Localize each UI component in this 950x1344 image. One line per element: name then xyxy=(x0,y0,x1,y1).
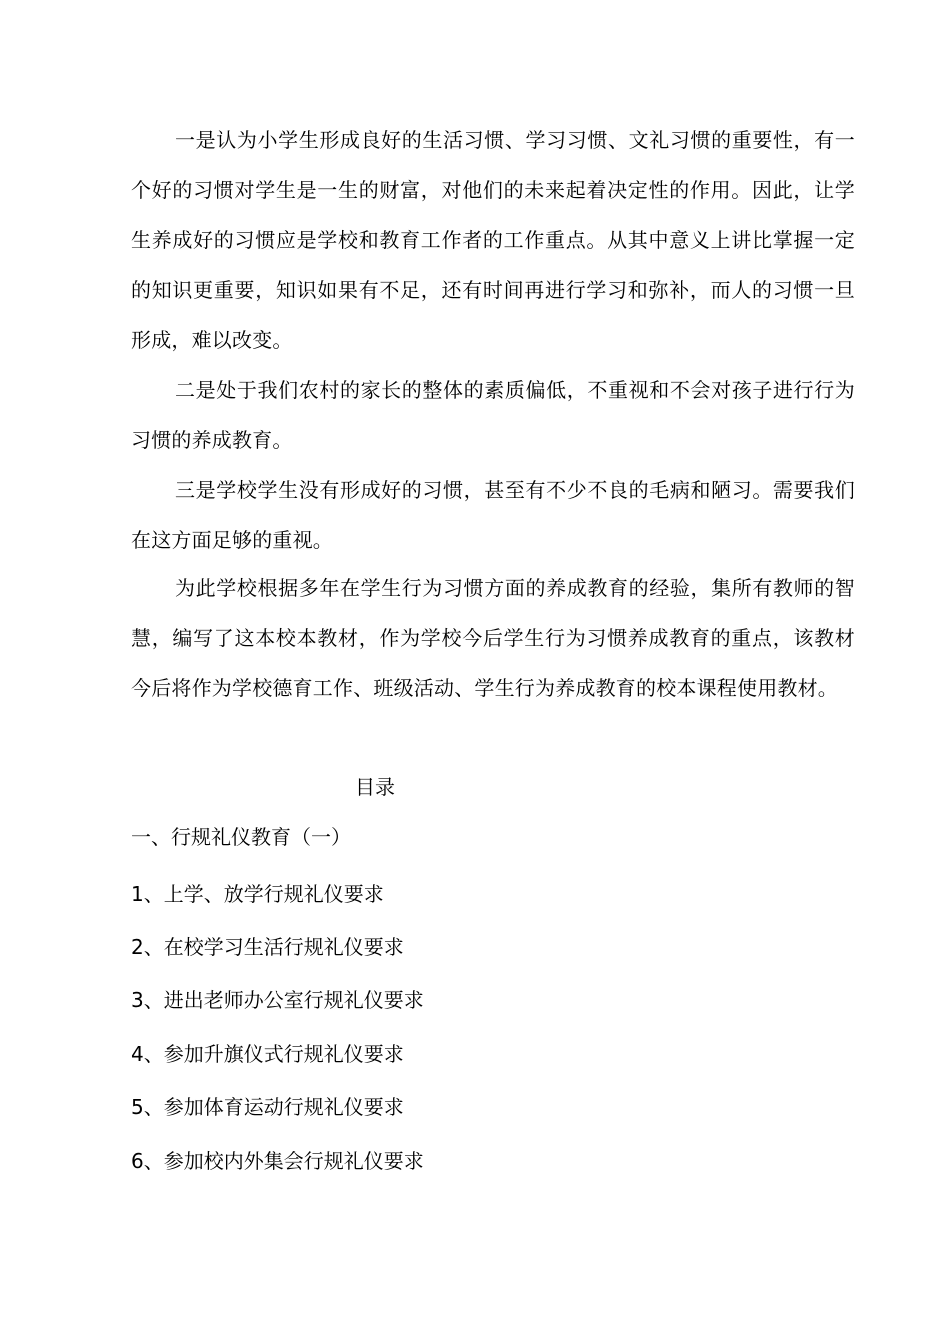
toc-item: 4、参加升旗仪式行规礼仪要求 xyxy=(131,1042,404,1066)
toc-item: 6、参加校内外集会行规礼仪要求 xyxy=(131,1149,424,1173)
paragraph-importance: 一是认为小学生形成良好的生活习惯、学习习惯、文礼习惯的重要性，有一个好的习惯对学生是一生的财富，对他们的未来起着决定性的作用。因此，让学生养成好的习惯应是学校和教育工作者的工作重点。从其中意义上讲比掌握一定的知识更重要，知识如果有不足，还有时间再进行学习和弥补，而人的习惯一旦形成，难以改变。 xyxy=(131,128,855,352)
paragraph-parents: 二是处于我们农村的家长的整体的素质偏低，不重视和不会对孩子进行行为习惯的养成教育。 xyxy=(131,378,855,452)
paragraph-textbook: 为此学校根据多年在学生行为习惯方面的养成教育的经验，集所有教师的智慧，编写了这本校本教材，作为学校今后学生行为习惯养成教育的重点，该教材今后将作为学校德育工作、班级活动、学生行为养成教育的校本课程使用教材。 xyxy=(131,576,855,700)
toc-section-heading: 一、行规礼仪教育（一） xyxy=(131,825,351,849)
paragraph-students: 三是学校学生没有形成好的习惯，甚至有不少不良的毛病和陋习。需要我们在这方面足够的重视。 xyxy=(131,478,855,552)
toc-title: 目录 xyxy=(355,775,395,799)
toc-item: 1、上学、放学行规礼仪要求 xyxy=(131,882,384,906)
toc-item: 5、参加体育运动行规礼仪要求 xyxy=(131,1095,404,1119)
toc-item: 3、进出老师办公室行规礼仪要求 xyxy=(131,988,424,1012)
toc-item: 2、在校学习生活行规礼仪要求 xyxy=(131,935,404,959)
